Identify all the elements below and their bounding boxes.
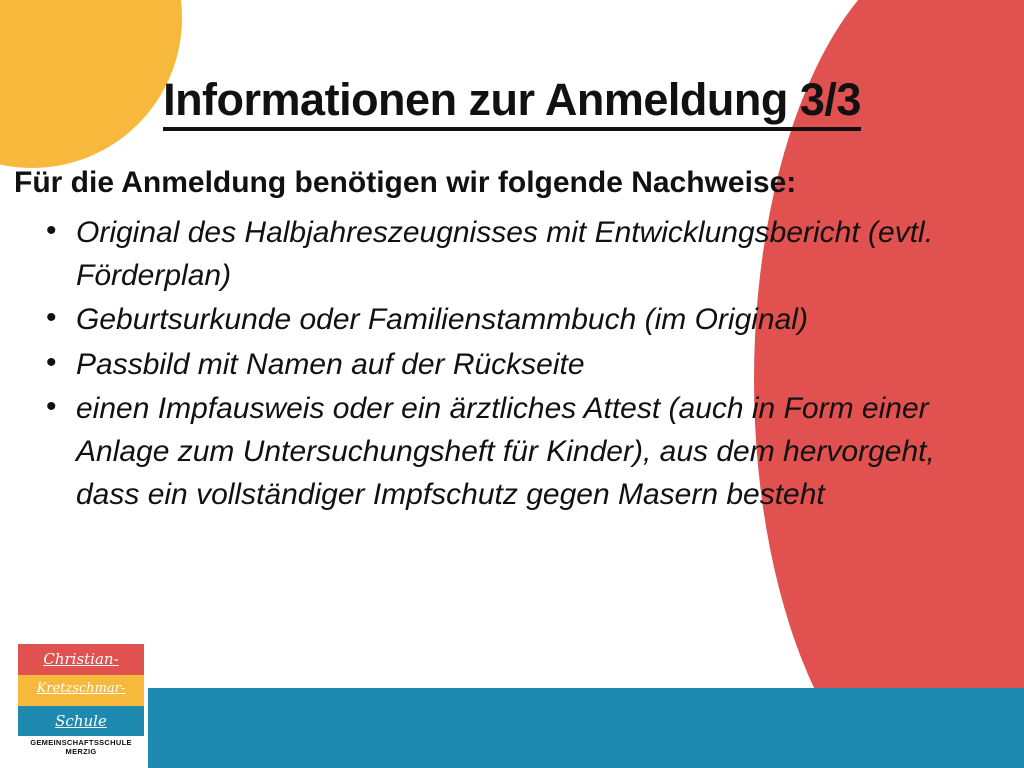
requirements-list <box>38 212 938 518</box>
logo-line-1: Christian- <box>43 650 119 668</box>
list-item: • Passbild mit Namen auf der Rückseite <box>38 344 938 387</box>
list-item: • Geburtsurkunde oder Familienstammbuch (im Original) <box>38 299 938 342</box>
slide-subtitle: Für die Anmeldung benötigen wir folgende Nachweise: <box>14 166 797 199</box>
list-item: • einen Impfausweis oder ein ärztliches Attest (auch in Form einer Anlage zum Untersuchungsheft für Kinder), aus dem hervorgeht, dass ein vollständiger Impfschutz gegen Masern besteht <box>38 388 938 516</box>
decorative-teal-bar <box>0 688 1024 768</box>
logo-caption: GEMEINSCHAFTSSCHULE MERZIG <box>30 738 132 756</box>
logo-line-2: Kretzschmar- <box>36 681 126 696</box>
logo-line-3: Schule <box>55 712 107 730</box>
list-item: • Original des Halbjahreszeugnisses mit Entwicklungsbericht (evtl. Förderplan) <box>38 212 938 297</box>
slide-title-text: Informationen zur Anmeldung 3/3 <box>163 74 861 131</box>
logo-color-bands <box>18 644 144 734</box>
slide-title <box>0 74 1024 126</box>
school-logo <box>18 644 144 756</box>
